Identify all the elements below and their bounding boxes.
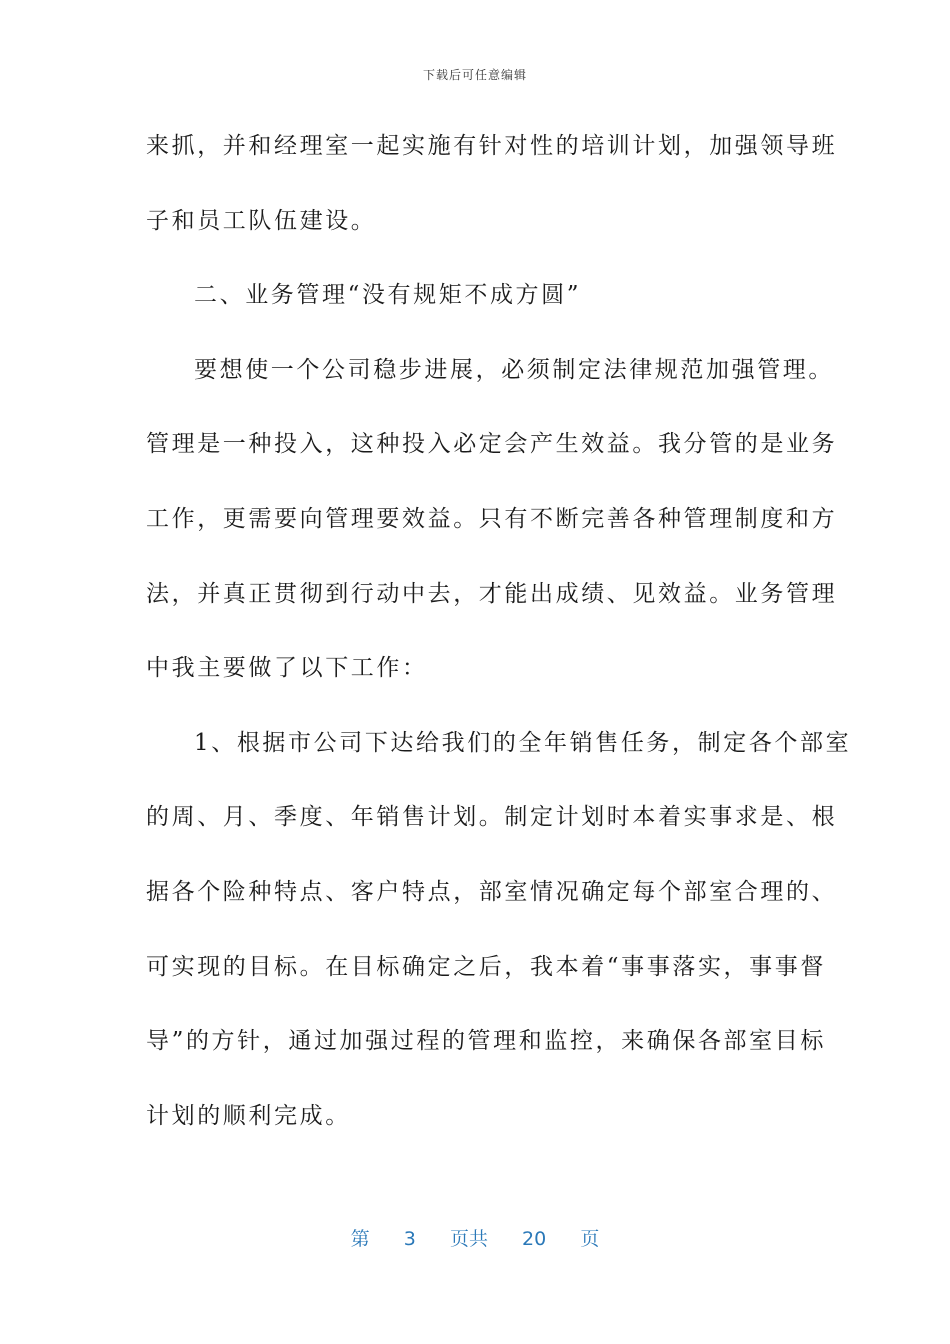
footer-prefix: 第: [350, 1228, 370, 1250]
text-line: 中我主要做了以下工作：: [146, 655, 428, 682]
current-page-number: 3: [403, 1228, 416, 1250]
page-header-note: 下载后可任意编辑: [422, 68, 527, 82]
text-line: 要想使一个公司稳步进展，必须制定法律规范加强管理。: [194, 356, 834, 383]
text-line: 可实现的目标。在目标确定之后，我本着“事事落实，事事督: [146, 953, 826, 980]
text-line: 管理是一种投入，这种投入必定会产生效益。我分管的是业务: [146, 431, 838, 458]
text-line: 来抓，并和经理室一起实施有针对性的培训计划，加强领导班: [146, 133, 838, 159]
total-pages-number: 20: [522, 1228, 547, 1250]
text-line: 导”的方针，通过加强过程的管理和监控，来确保各部室目标: [146, 1028, 826, 1055]
text-line: 工作，更需要向管理要效益。只有不断完善各种管理制度和方: [146, 505, 838, 532]
text-line: 法，并真正贯彻到行动中去，才能出成绩、见效益。业务管理: [146, 580, 838, 607]
footer-suffix: 页: [580, 1228, 600, 1250]
text-line: 1、根据市公司下达给我们的全年销售任务，制定各个部室: [194, 729, 852, 756]
footer-middle: 页共: [449, 1228, 488, 1250]
text-line: 的周、月、季度、年销售计划。制定计划时本着实事求是、根: [146, 804, 838, 831]
document-body: [146, 120, 852, 1164]
section-heading: 二、业务管理“没有规矩不成方圆”: [194, 282, 582, 309]
text-line: 计划的顺利完成。: [146, 1102, 351, 1129]
text-line: 子和员工队伍建设。: [146, 207, 377, 234]
page-number-footer: [0, 1224, 950, 1251]
text-line: 据各个险种特点、客户特点，部室情况确定每个部室合理的、: [146, 878, 838, 905]
